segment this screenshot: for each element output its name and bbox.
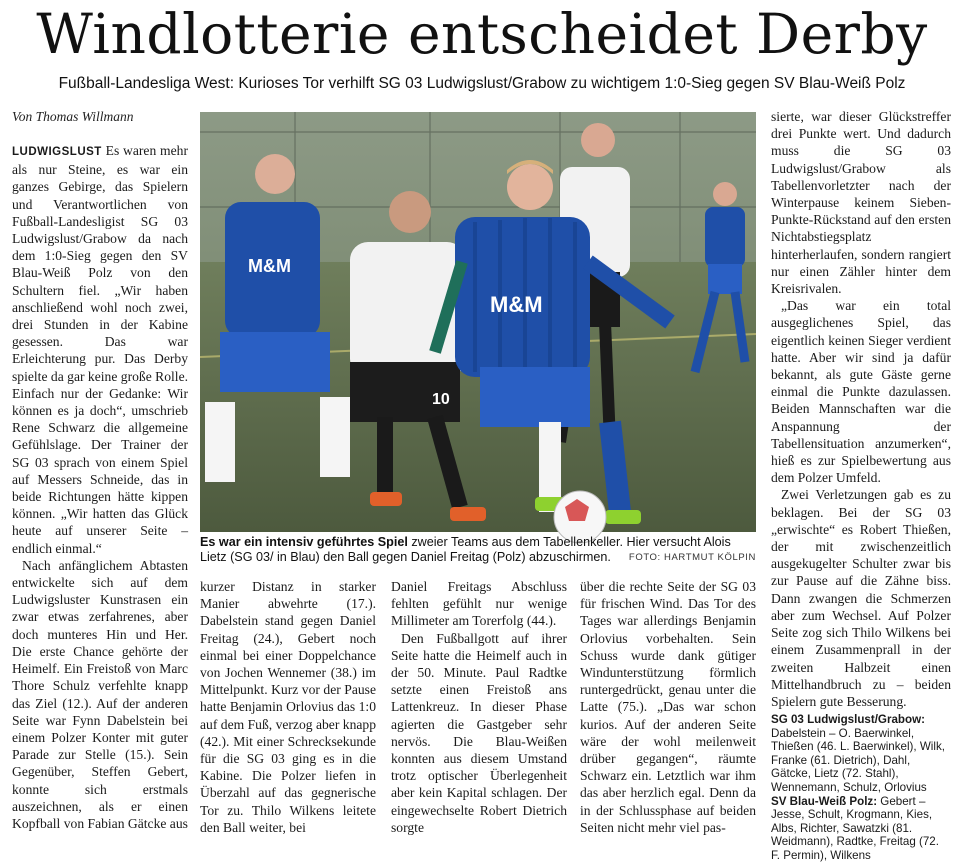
shirt-number: 10 — [432, 391, 450, 408]
shirt-sponsor-main: M&M — [490, 292, 543, 317]
lineup-away-players: Gebert – Jesse, Schult, Krogmann, Kies, Albs, Richter, Sawatzki (81. Weidmann), Radtke, Freitag (72. F. Permin), Wilkens — [771, 794, 939, 863]
byline: Von Thomas Willmann — [12, 109, 134, 124]
lineup-away — [771, 795, 951, 863]
paragraph-text: Es waren mehr als nur Steine, es war ein ganzes Gebirge, das Spielern und Verantwortlichen von Fußball-Landesligist SG 03 Ludwigslust/Grabow da nach dem 1:0-Sieg gegen den SV Blau-Weiß Polz von den Schultern fiel. „Wir haben anschließend wohl noch zwei, drei Stunden in der Kabine gesessen. Das war Erleichterung pur. Das Derby spielte da gar keine große Rolle. Einfach nur der Gedanke: Wir können es ja doch“, umschrieb Rene Schwarz die allgemeine Gefühlslage. Der Trainer der SG 03 sprach von einem Spiel auf Messers Schneide, das in beide Richtungen hätte kippen können. „Wir hatten das Glück heute auf unserer Seite – endlich einmal.“ — [12, 143, 188, 556]
article-column-3 — [391, 578, 567, 854]
subheadline: Fußball-Landesliga West: Kurioses Tor verhilft SG 03 Ludwigslust/Grabow zu wichtigem 1:0-Sieg gegen SV Blau-Weiß Polz — [58, 75, 906, 92]
photo-caption — [200, 535, 756, 565]
match-photo — [200, 112, 756, 532]
shirt-sponsor-left: M&M — [248, 256, 291, 276]
paragraph: Den Fußballgott auf ihrer Seite hatte die Heimelf auch in der 50. Minute. Paul Radtke setzte einen Freistoß ans Lattenkreuz. In dieser Phase agierten die Gastgeber sehr nervös. Die Blau-Weißen konnten aus diesem Umstand trotz optischer Überlegenheit aber kein Kapital schlagen. Der eingewechselte Robert Dietrich sorgte — [391, 630, 567, 835]
paragraph: Zwei Verletzungen gab es zu beklagen. Bei der SG 03 „erwischte“ es Robert Thießen, der mit zwischenzeitlich ausgekugelter Schulter zwar bis zur Pause auf die Zähne biss. Dann zwangen die Schmerzen aber zum Wechsel. Auf Polzer Seite zog sich Thilo Wilkens bei einem Zusammenprall in der zweiten Halbzeit einen Mittelhandbruch zu – beiden Spielern gute Besserung. — [771, 487, 951, 709]
article-column-5 — [771, 108, 951, 863]
article-column-4 — [580, 578, 756, 854]
soccer-players-photo — [200, 112, 756, 532]
paragraph: Daniel Freitags Abschluss fehlten gefühlt nur wenige Millimeter am Torerfolg (44.). — [391, 579, 567, 629]
paragraph: „Das war ein total ausgeglichenes Spiel, das eigentlich keinen Sieger verdient hatte. Aber wir sind ja dafür bekannt, als gute Gäste gerne einmal die Punkte dazulassen. Beiden Mannschaften war die Anspannung der Tabellensituation anzumerken“, hieß es zur Spielbewertung aus dem Polzer Umfeld. — [771, 298, 951, 486]
lineup-home-label: SG 03 Ludwigslust/Grabow: — [771, 713, 925, 727]
paragraph: über die rechte Seite der SG 03 für frischen Wind. Das Tor des Tages war allerdings Benjamin Orlovius vorbehalten. Sein Schuss wurde dank gütiger Windunterstützung förmlich runtergedrückt, genau unter die Latte (75.). „Das war schon kurios. Auf der anderen Seite wäre der wohl meilenweit drüber gegangen“, räumte Schwarz ein. Letztlich war ihm das aber herzlich egal. Denn da in der Schlussphase auf beiden Seiten nicht mehr viel pas- — [580, 579, 756, 835]
paragraph: sierte, war dieser Glückstreffer drei Punkte wert. Und dadurch muss die SG 03 Ludwigslust/Grabow als Tabellenvorletzter nach der Winterpause keinem Sieben-Punkte-Rückstand auf den ersten Nichtabstiegsplatz hinterherlaufen, sondern rangiert nur einen Zähler hinter dem Kreisrivalen. — [771, 109, 951, 297]
dateline: LUDWIGSLUST — [12, 146, 102, 158]
caption-text: zweier Teams aus dem Tabellenkeller. Hier versucht Alois Lietz (SG 03/ in Blau) den Ball gegen Daniel Freitag (Polz) abzuschirmen. — [200, 535, 731, 564]
article-column-1 — [12, 142, 188, 854]
paragraph — [12, 142, 188, 557]
lineup-away-label: SV Blau-Weiß Polz: — [771, 794, 878, 808]
headline: Windlotterie entscheidet Derby — [36, 2, 928, 66]
article-column-2 — [200, 578, 376, 854]
lineup-home — [771, 713, 951, 795]
paragraph: kurzer Distanz in starker Manier abwehrte (17.). Dabelstein stand gegen Daniel Freitag (24.), Gebert noch einmal bei einer Doppelchance von Jochen Wennemer (38.) im Mittelpunkt. Kurz vor der Pause hatte Benjamin Orlovius das 1:0 auf dem Fuß, verzog aber knapp (42.). Mit einer Schrecksekunde für die SG 03 ging es in die Kabine. Die Polzer liefen in Überzahl auf das gegnerische Tor zu. Thilo Wilkens leitete den Ball weiter, bei — [200, 579, 376, 835]
lineup-home-players: Dabelstein – O. Baerwinkel, Thießen (46. L. Baerwinkel), Wilk, Franke (61. Dietrich), Dahl, Gätcke, Lietz (72. Stahl), Wennemann, Schulz, Orlovius — [771, 726, 945, 795]
paragraph: Nach anfänglichem Abtasten entwickelte sich auf dem Ludwigsluster Kunstrasen ein zwar etwas zerfahrenes, aber doch munteres Hin und Her. Die erste Chance gehörte der Heimelf. Ein Freistoß von Marc Thore Schulz verfehlte knapp das Ziel (12.). Auf der anderen Seite war Fynn Dabelstein bei einem Polzer Konter mit guter Parade zur Stelle (15.). Sein Gegenüber, Steffen Gebert, konnte sich erstmals auszeichnen, als er einen Kopfball von Fabian Gätcke aus — [12, 557, 188, 831]
photo-credit: FOTO: HARTMUT KÖLPIN — [628, 552, 756, 563]
caption-lead: Es war ein intensiv geführtes Spiel — [200, 535, 408, 549]
